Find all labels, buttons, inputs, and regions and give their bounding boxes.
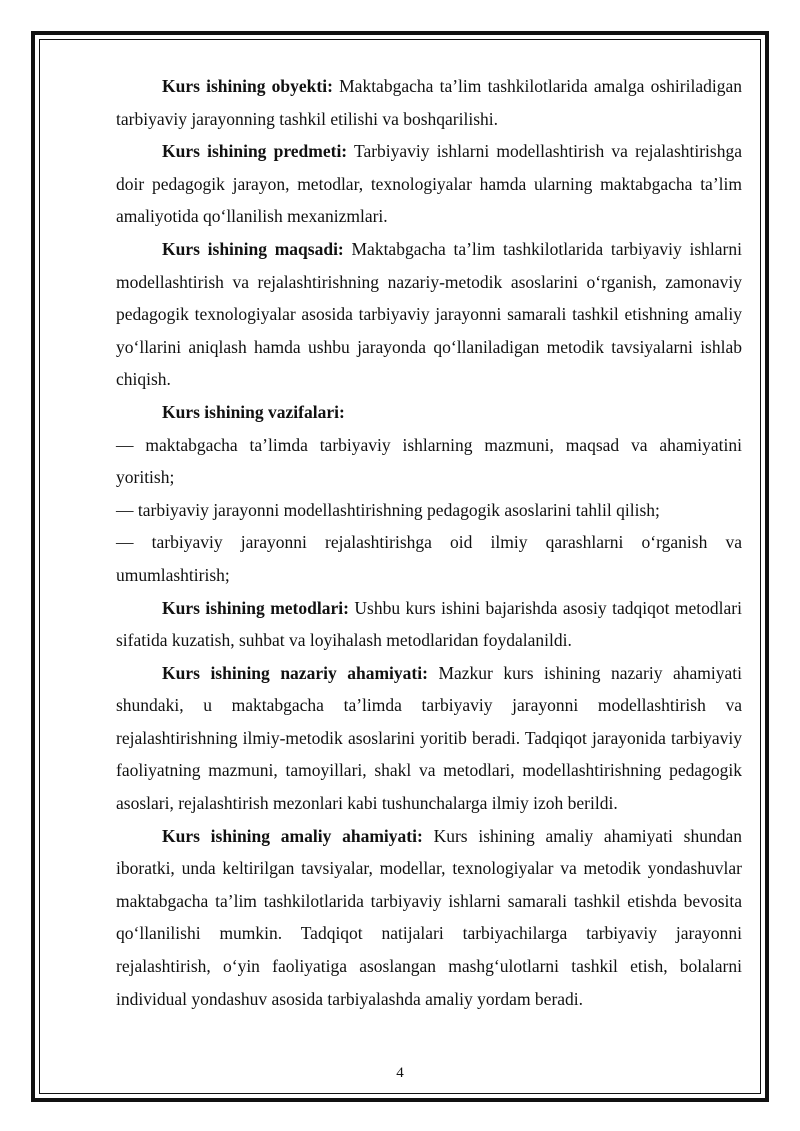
heading-maqsad: Kurs ishining maqsadi: <box>162 238 344 259</box>
text-maqsad: Maktabgacha ta’lim tashkilotlarida tarbiyaviy ishlarni modellashtirish va rejalashtirishning nazariy-metodik asoslarini o‘rganish, zamonaviy pedagogik texnologiyalar asosida tarbiyaviy jarayonni samarali tashkil etishning amaliy yo‘llarini aniqlash hamda ushbu jarayonda qo‘llaniladigan metodik tavsiyalarni ishlab chiqish. <box>116 238 742 390</box>
heading-metodlar: Kurs ishining metodlari: <box>162 597 349 618</box>
heading-vazifalar: Kurs ishining vazifalari: <box>162 401 345 422</box>
page-number: 4 <box>396 1065 404 1081</box>
list-item: — maktabgacha ta’limda tarbiyaviy ishlarning mazmuni, maqsad va ahamiyatini yoritish; <box>116 434 742 488</box>
document-body <box>116 70 742 1015</box>
paragraph-obyekt <box>116 70 742 135</box>
text-predmet: Tarbiyaviy ishlarni modellashtirish va rejalashtirishga doir pedagogik jarayon, metodlar, texnologiyalar hamda ularning maktabgacha ta’lim amaliyotida qo‘llanilish mexanizmlari. <box>116 141 742 227</box>
paragraph-vazifalar-heading <box>116 396 742 429</box>
text-obyekt: Maktabgacha ta’lim tashkilotlarida amalga oshiriladigan tarbiyaviy jarayonning tashkil etilishi va boshqarilishi. <box>116 76 742 129</box>
paragraph-amaliy <box>116 820 742 1016</box>
paragraph-metodlar <box>116 592 742 657</box>
text-metodlar: Ushbu kurs ishini bajarishda asosiy tadqiqot metodlari sifatida kuzatish, suhbat va loyihalash metodlaridan foydalanildi. <box>116 597 742 651</box>
text-amaliy: Kurs ishining amaliy ahamiyati shundan iboratki, unda keltirilgan tavsiyalar, modellar, texnologiyalar va metodik yondashuvlar maktabgacha ta’lim tashkilotlarida tarbiyaviy ishlarni samarali tashkil etishda bevosita qo‘llanilishi mumkin. Tadqiqot natijalari tarbiyachilarga tarbiyaviy jarayonni rejalashtirish, o‘yin faoliyatiga asoslangan mashg‘ulotlarni tashkil etish, bolalarni individual yondashuv asosida tarbiyalashda amaliy yordam beradi. <box>116 825 743 1009</box>
heading-predmet: Kurs ishining predmeti: <box>162 141 348 162</box>
paragraph-nazariy <box>116 657 742 820</box>
heading-nazariy: Kurs ishining nazariy ahamiyati: <box>162 662 428 683</box>
list-item: — tarbiyaviy jarayonni modellashtirishning pedagogik asoslarini tahlil qilish; <box>116 499 660 520</box>
list-item: — tarbiyaviy jarayonni rejalashtirishga oid ilmiy qarashlarni o‘rganish va umumlashtirish; <box>116 532 742 585</box>
text-nazariy: Mazkur kurs ishining nazariy ahamiyati shundaki, u maktabgacha ta’limda tarbiyaviy jarayonni modellashtirish va rejalashtirishning ilmiy-metodik asoslarini yoritib beradi. Tadqiqot jarayonida tarbiyaviy faoliyatning mazmuni, tamoyillari, shakl va metodlari, modellashtirishning pedagogik asoslari, rejalashtirish mezonlari kabi tushunchalarga ilmiy izoh berildi. <box>116 662 742 814</box>
paragraph-predmet <box>116 135 742 233</box>
paragraph-maqsad <box>116 233 742 396</box>
heading-obyekt: Kurs ishining obyekti: <box>162 76 333 96</box>
heading-amaliy: Kurs ishining amaliy ahamiyati: <box>162 825 423 846</box>
